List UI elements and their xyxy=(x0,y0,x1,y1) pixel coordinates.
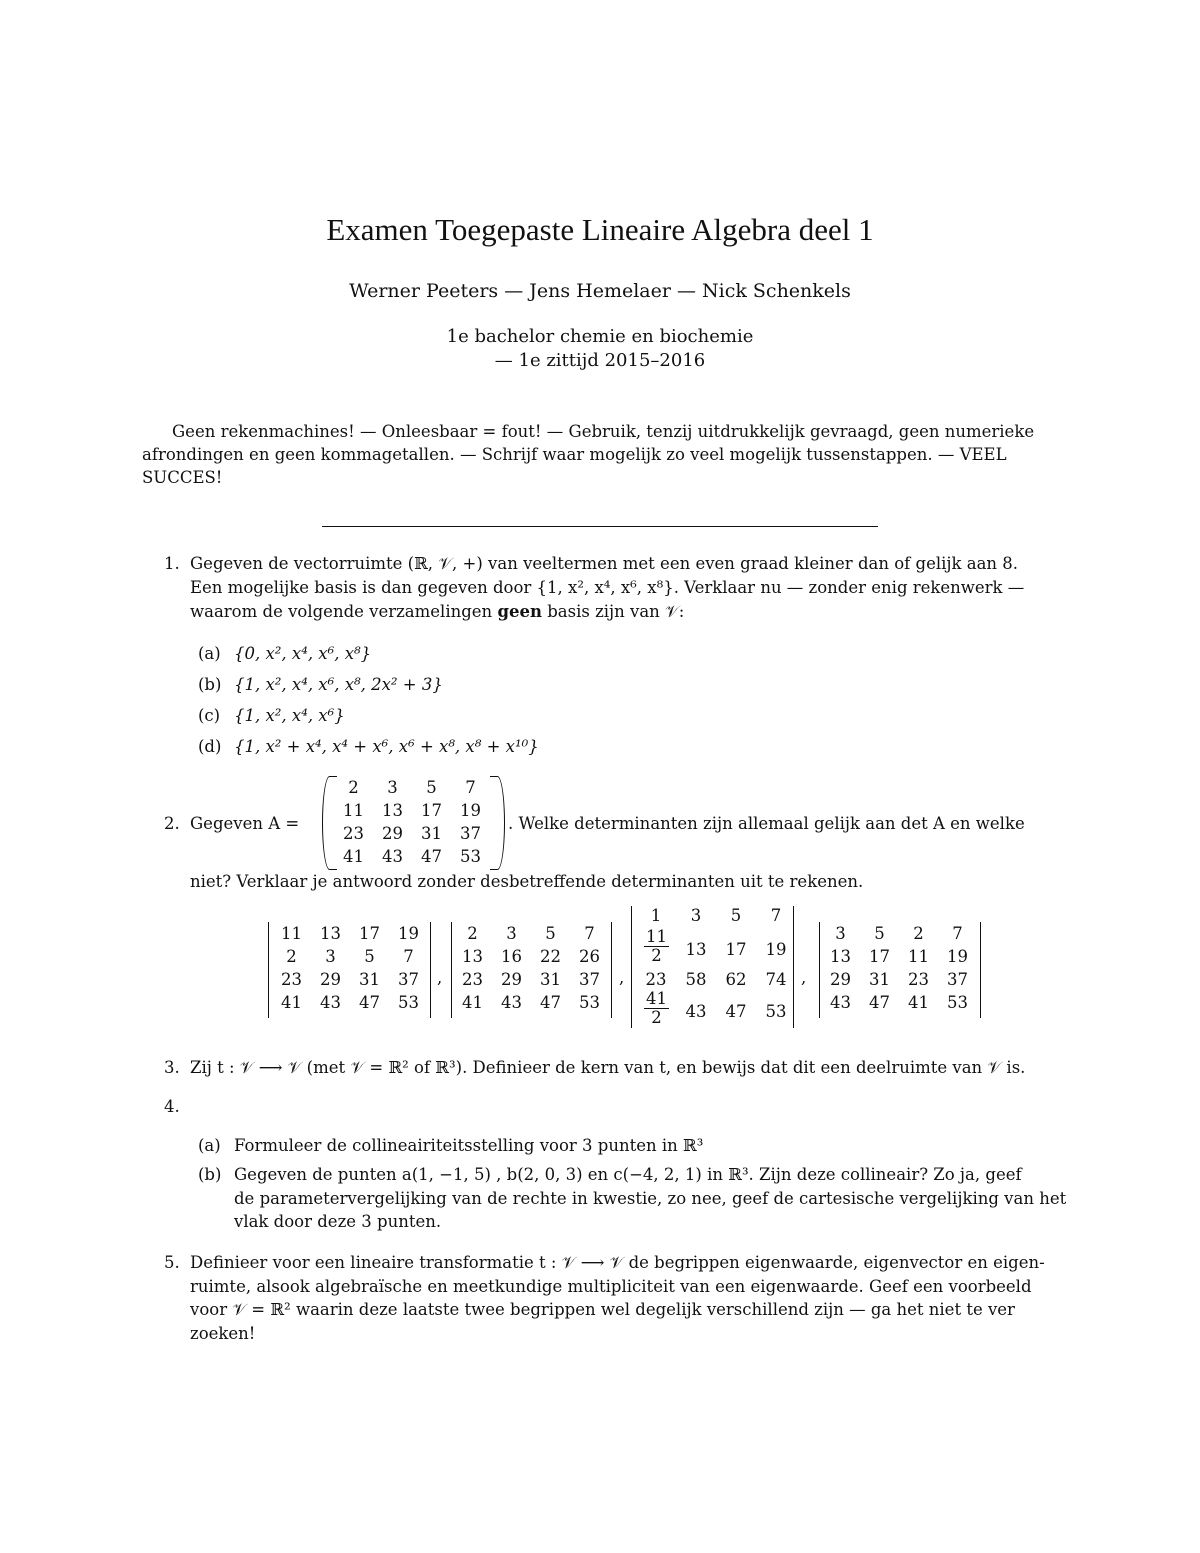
course-line-1: 1e bachelor chemie en biochemie xyxy=(446,326,754,347)
det2-cell: 7 xyxy=(584,924,595,943)
matrix-a-cell: 31 xyxy=(421,824,442,843)
det-separator-2: , xyxy=(619,968,625,987)
det2-cell: 29 xyxy=(501,970,522,989)
det2-left-bar xyxy=(451,922,452,1018)
q4-b-line-2: de parametervergelijking van de rechte in kwestie, zo nee, geef de cartesische vergelijking van het xyxy=(234,1189,1067,1208)
q1-line-3 xyxy=(190,601,684,623)
det4-cell: 7 xyxy=(952,924,963,943)
q4-b-line-1: Gegeven de punten a(1, −1, 5) , b(2, 0, 3) en c(−4, 2, 1) in ℝ³. Zijn deze collineair? Zo ja, geef xyxy=(234,1165,1022,1184)
determinant-2 xyxy=(453,922,609,1014)
det2-cell: 22 xyxy=(540,947,561,966)
det4-cell: 17 xyxy=(869,947,890,966)
det2-cell: 53 xyxy=(579,993,600,1012)
det2-cell: 23 xyxy=(462,970,483,989)
det3-cell: 3 xyxy=(690,906,702,925)
det4-cell: 29 xyxy=(830,970,851,989)
det2-cell: 26 xyxy=(579,947,600,966)
q1-item-d: {1, x² + x⁴, x⁴ + x⁶, x⁶ + x⁸, x⁸ + x¹⁰} xyxy=(234,737,539,756)
q2-post: . Welke determinanten zijn allemaal gelijk aan det A en welke xyxy=(508,814,1025,833)
det1-cell: 5 xyxy=(364,947,375,966)
instructions-line-3: SUCCES! xyxy=(142,468,223,487)
det3-cell: 47 xyxy=(725,1002,747,1021)
q1-line-3-pre: waarom de volgende verzamelingen xyxy=(190,602,498,621)
det1-cell: 3 xyxy=(325,947,336,966)
q2-number: 2. xyxy=(164,814,180,833)
matrix-right-paren xyxy=(490,776,505,870)
det4-cell: 5 xyxy=(874,924,885,943)
det2-cell: 5 xyxy=(545,924,556,943)
q1-line-1: Gegeven de vectorruimte (ℝ, 𝒱, +) van veeltermen met een even graad kleiner dan of gelijk aan 8. xyxy=(190,554,1019,573)
q4-a-label: (a) xyxy=(198,1136,221,1155)
det3-fraction-1 xyxy=(644,928,669,965)
exam-title: Examen Toegepaste Lineaire Algebra deel 1 xyxy=(326,212,874,247)
det2-cell: 3 xyxy=(506,924,517,943)
q1-line-3-bold: geen xyxy=(497,602,542,621)
det4-cell: 31 xyxy=(869,970,890,989)
det4-cell: 19 xyxy=(947,947,968,966)
det3-cell: 19 xyxy=(765,940,787,959)
det1-cell: 43 xyxy=(320,993,341,1012)
course-line-2: — 1e zittijd 2015–2016 xyxy=(494,350,706,371)
det3-cell: 17 xyxy=(725,940,747,959)
authors: Werner Peeters — Jens Hemelaer — Nick Schenkels xyxy=(349,280,851,302)
det3-cell: 62 xyxy=(725,970,747,989)
q4-a-text: Formuleer de collineairiteitsstelling voor 3 punten in ℝ³ xyxy=(234,1136,704,1155)
matrix-a-cell: 43 xyxy=(382,847,403,866)
determinant-3 xyxy=(636,906,796,1036)
q2-line-2: niet? Verklaar je antwoord zonder desbetreffende determinanten uit te rekenen. xyxy=(190,872,864,891)
q5-number: 5. xyxy=(164,1253,180,1272)
det4-cell: 23 xyxy=(908,970,929,989)
det4-cell: 41 xyxy=(908,993,929,1012)
det3-cell: 23 xyxy=(645,970,667,989)
det1-cell: 37 xyxy=(398,970,419,989)
det1-right-bar xyxy=(430,922,431,1018)
det1-cell: 29 xyxy=(320,970,341,989)
det1-cell: 53 xyxy=(398,993,419,1012)
det2-cell: 16 xyxy=(501,947,522,966)
q4-b-line-3: vlak door deze 3 punten. xyxy=(234,1212,442,1231)
q1-item-c-label: (c) xyxy=(198,706,221,725)
det3-frac-2-num: 41 xyxy=(646,989,667,1008)
matrix-a-cell: 23 xyxy=(343,824,364,843)
det3-frac-1-num: 11 xyxy=(646,927,667,946)
det2-right-bar xyxy=(611,922,612,1018)
det1-cell: 23 xyxy=(281,970,302,989)
matrix-a-cell: 11 xyxy=(343,801,364,820)
matrix-a-cell: 47 xyxy=(421,847,442,866)
q5-line-4: zoeken! xyxy=(190,1324,256,1343)
matrix-a xyxy=(334,776,490,868)
q2-pre: Gegeven A = xyxy=(190,814,300,833)
q1-item-d-label: (d) xyxy=(198,737,222,756)
instructions-line-2: afrondingen en geen kommagetallen. — Schrijf waar mogelijk zo veel mogelijk tussenstappen. — VEEL xyxy=(142,445,1007,464)
det1-cell: 13 xyxy=(320,924,341,943)
q1-item-b: {1, x², x⁴, x⁶, x⁸, 2x² + 3} xyxy=(234,675,443,694)
separator-rule xyxy=(322,526,878,527)
q3-number: 3. xyxy=(164,1058,180,1077)
det1-cell: 2 xyxy=(286,947,297,966)
det3-cell: 1 xyxy=(650,906,662,925)
q1-item-a: {0, x², x⁴, x⁶, x⁸} xyxy=(234,644,372,663)
det4-cell: 53 xyxy=(947,993,968,1012)
det2-cell: 31 xyxy=(540,970,561,989)
q1-item-c: {1, x², x⁴, x⁶} xyxy=(234,706,345,725)
det1-cell: 11 xyxy=(281,924,302,943)
det4-cell: 47 xyxy=(869,993,890,1012)
q5-line-1: Definieer voor een lineaire transformatie t : 𝒱 ⟶ 𝒱 de begrippen eigenwaarde, eigenvector en eigen- xyxy=(190,1253,1045,1272)
det1-cell: 17 xyxy=(359,924,380,943)
det2-cell: 13 xyxy=(462,947,483,966)
determinant-1 xyxy=(272,922,428,1014)
det2-cell: 41 xyxy=(462,993,483,1012)
q1-line-3-post: basis zijn van 𝒱: xyxy=(541,602,685,621)
det4-cell: 37 xyxy=(947,970,968,989)
det4-cell: 3 xyxy=(835,924,846,943)
det2-cell: 37 xyxy=(579,970,600,989)
q1-line-2: Een mogelijke basis is dan gegeven door {1, x², x⁴, x⁶, x⁸}. Verklaar nu — zonder enig rekenwerk — xyxy=(190,578,1025,597)
matrix-a-cell: 5 xyxy=(426,778,437,797)
det4-right-bar xyxy=(980,922,981,1018)
det2-cell: 2 xyxy=(467,924,478,943)
det4-left-bar xyxy=(819,922,820,1018)
det3-cell: 43 xyxy=(685,1002,707,1021)
q4-b-label: (b) xyxy=(198,1165,222,1184)
det-separator-1: , xyxy=(437,968,443,987)
matrix-a-cell: 53 xyxy=(460,847,481,866)
instructions-line-1: Geen rekenmachines! — Onleesbaar = fout! — Gebruik, tenzij uitdrukkelijk gevraagd, geen numerieke xyxy=(172,422,1035,441)
matrix-a-cell: 37 xyxy=(460,824,481,843)
determinant-4 xyxy=(821,922,977,1014)
det3-frac-1-den: 2 xyxy=(651,946,662,965)
det3-cell: 7 xyxy=(770,906,782,925)
q3-text: Zij t : 𝒱 ⟶ 𝒱 (met 𝒱 = ℝ² of ℝ³). Definieer de kern van t, en bewijs dat dit een deelruimte van 𝒱 is. xyxy=(190,1058,1026,1077)
det3-cell: 13 xyxy=(685,940,707,959)
det4-cell: 13 xyxy=(830,947,851,966)
det1-cell: 47 xyxy=(359,993,380,1012)
det4-cell: 11 xyxy=(908,947,929,966)
det4-cell: 2 xyxy=(913,924,924,943)
det1-cell: 7 xyxy=(403,947,414,966)
det3-frac-2-den: 2 xyxy=(651,1008,662,1027)
q1-item-a-label: (a) xyxy=(198,644,221,663)
q1-item-b-label: (b) xyxy=(198,675,222,694)
matrix-a-cell: 19 xyxy=(460,801,481,820)
det2-cell: 43 xyxy=(501,993,522,1012)
det3-cell: 58 xyxy=(685,970,707,989)
q1-number: 1. xyxy=(164,554,180,573)
det3-fraction-2 xyxy=(644,990,669,1027)
det1-cell: 41 xyxy=(281,993,302,1012)
q5-line-2: ruimte, alsook algebraïsche en meetkundige multipliciteit van een eigenwaarde. Geef een voorbeeld xyxy=(190,1277,1032,1296)
matrix-a-cell: 29 xyxy=(382,824,403,843)
det3-right-bar xyxy=(793,906,794,1028)
det-separator-3: , xyxy=(801,968,807,987)
q4-number: 4. xyxy=(164,1097,180,1116)
q5-line-3: voor 𝒱 = ℝ² waarin deze laatste twee begrippen wel degelijk verschillend zijn — ga het niet te ver xyxy=(190,1300,1015,1319)
det1-cell: 19 xyxy=(398,924,419,943)
det1-left-bar xyxy=(268,922,269,1018)
matrix-a-cell: 13 xyxy=(382,801,403,820)
det2-cell: 47 xyxy=(540,993,561,1012)
det4-cell: 43 xyxy=(830,993,851,1012)
matrix-a-cell: 2 xyxy=(348,778,359,797)
det3-cell: 53 xyxy=(765,1002,787,1021)
det3-cell: 5 xyxy=(730,906,742,925)
matrix-a-cell: 41 xyxy=(343,847,364,866)
matrix-a-cell: 7 xyxy=(465,778,476,797)
det1-cell: 31 xyxy=(359,970,380,989)
matrix-a-cell: 3 xyxy=(387,778,398,797)
matrix-a-cell: 17 xyxy=(421,801,442,820)
det3-left-bar xyxy=(631,906,632,1028)
det3-cell: 74 xyxy=(765,970,787,989)
